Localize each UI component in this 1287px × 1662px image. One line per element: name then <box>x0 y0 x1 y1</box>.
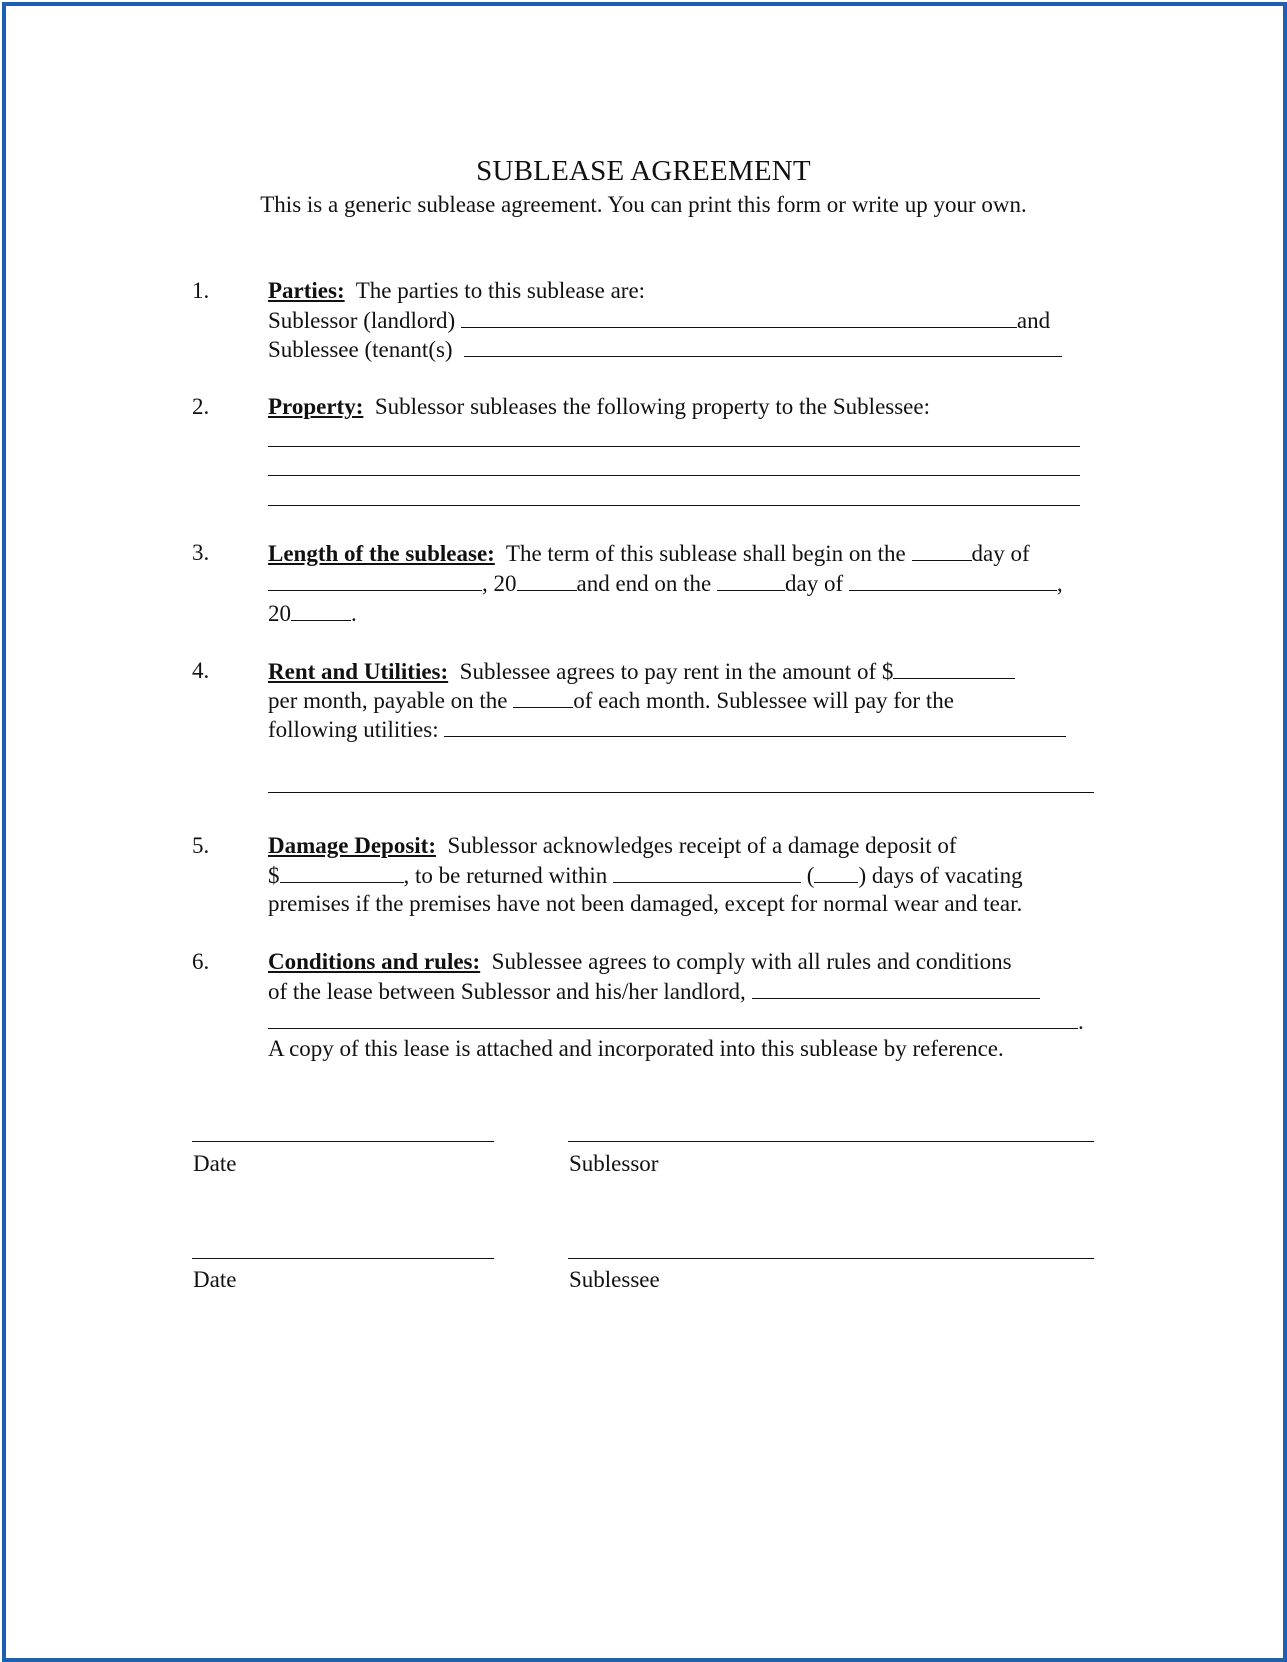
section-1-heading: Parties: <box>268 278 345 303</box>
section-5-text-f: premises if the premises have not been damaged, except for normal wear and tear. <box>268 891 1023 916</box>
section-3-line-1 <box>268 540 1030 567</box>
section-4-text-a: Sublessee agrees to pay rent in the amount of $ <box>459 659 894 684</box>
landlord-name-blank[interactable] <box>752 978 1040 999</box>
sublessee-label: Sublessee (tenant(s) <box>268 337 453 362</box>
document-subtitle: This is a generic sublease agreement. You can print this form or write up your own. <box>260 192 1027 217</box>
section-6-line-4 <box>268 1036 1004 1062</box>
section-5-line-3 <box>268 891 1022 917</box>
section-3-line-3 <box>268 600 357 627</box>
section-4-line-2 <box>268 687 954 714</box>
section-6-line-3 <box>268 1008 1084 1035</box>
property-blank-1[interactable] <box>268 446 1080 447</box>
section-3-heading: Length of the sublease: <box>268 541 495 566</box>
begin-month-blank[interactable] <box>268 570 482 591</box>
and-word: and <box>1016 308 1051 333</box>
utilities-blank-2[interactable] <box>268 792 1094 793</box>
section-4-heading: Rent and Utilities: <box>268 659 449 684</box>
end-year-blank[interactable] <box>291 600 351 621</box>
section-5-text-d: ( <box>806 863 815 888</box>
date-2-line[interactable] <box>192 1258 494 1259</box>
date-2-label: Date <box>193 1267 237 1292</box>
return-days-number-blank[interactable] <box>814 862 858 883</box>
property-blank-2[interactable] <box>268 475 1080 476</box>
section-2-number: 2. <box>192 394 210 419</box>
section-5-text-b: $ <box>268 863 280 888</box>
sublessor-label: Sublessor (landlord) <box>268 308 456 333</box>
section-4-text-b: per month, payable on the <box>268 688 508 713</box>
section-1-line-1 <box>268 278 645 304</box>
section-2-text: Sublessor subleases the following property to the Sublessee: <box>374 394 930 419</box>
begin-day-blank[interactable] <box>912 540 972 561</box>
section-3-text-g: 20 <box>268 601 291 626</box>
section-4-text-c: of each month. Sublessee will pay for the <box>573 688 954 713</box>
section-1-text: The parties to this sublease are: <box>355 278 646 303</box>
date-1-line[interactable] <box>192 1141 494 1142</box>
section-3-text-f: , <box>1056 571 1063 596</box>
section-5-number: 5. <box>192 833 210 858</box>
section-3-text-e: day of <box>785 571 844 596</box>
section-3-number: 3. <box>192 540 210 565</box>
section-5-line-2 <box>268 862 1023 889</box>
sublessee-signature-line[interactable] <box>568 1258 1094 1259</box>
rent-due-day-blank[interactable] <box>513 687 573 708</box>
section-4-line-3 <box>268 716 1066 743</box>
section-5-text-a: Sublessor acknowledges receipt of a damage deposit of <box>447 833 957 858</box>
section-1-line-2 <box>268 307 1050 334</box>
deposit-amount-blank[interactable] <box>280 862 404 883</box>
begin-year-blank[interactable] <box>517 570 577 591</box>
section-3-line-2 <box>268 570 1063 597</box>
section-6-text-b: of the lease between Sublessor and his/her landlord, <box>268 979 746 1004</box>
utilities-blank[interactable] <box>444 716 1066 737</box>
section-5-heading: Damage Deposit: <box>268 833 436 858</box>
section-6-text-c: . <box>1078 1009 1084 1034</box>
date-1-label: Date <box>193 1151 237 1176</box>
section-1-line-3 <box>268 336 1062 363</box>
section-4-line-1 <box>268 658 1015 685</box>
section-3-text-d: and end on the <box>576 571 712 596</box>
rent-amount-blank[interactable] <box>893 658 1015 679</box>
section-3-text-b: day of <box>971 541 1030 566</box>
section-3-text-c: , 20 <box>482 571 517 596</box>
section-4-text-d: following utilities: <box>268 717 439 742</box>
section-6-number: 6. <box>192 949 210 974</box>
document-title: SUBLEASE AGREEMENT <box>476 155 811 187</box>
sublessor-blank[interactable] <box>461 307 1017 328</box>
end-day-blank[interactable] <box>717 570 785 591</box>
section-6-text-a: Sublessee agrees to comply with all rules and conditions <box>491 949 1012 974</box>
section-6-heading: Conditions and rules: <box>268 949 481 974</box>
sublessee-blank[interactable] <box>464 336 1062 357</box>
section-4-number: 4. <box>192 658 210 683</box>
section-5-text-e: ) days of vacating <box>858 863 1023 888</box>
section-5-line-1 <box>268 833 957 859</box>
section-2-heading: Property: <box>268 394 364 419</box>
section-3-text-a: The term of this sublease shall begin on the <box>505 541 906 566</box>
section-5-text-c: , to be returned within <box>403 863 608 888</box>
sublessor-signature-line[interactable] <box>568 1141 1094 1142</box>
section-1-number: 1. <box>192 278 210 303</box>
end-month-blank[interactable] <box>849 570 1057 591</box>
landlord-name-blank-2[interactable] <box>268 1008 1078 1029</box>
section-6-line-2 <box>268 978 1040 1005</box>
section-6-line-1 <box>268 949 1012 975</box>
section-3-text-h: . <box>351 601 357 626</box>
property-blank-3[interactable] <box>268 505 1080 506</box>
sublessor-signature-label: Sublessor <box>569 1151 659 1176</box>
section-6-text-d: A copy of this lease is attached and incorporated into this sublease by reference. <box>268 1036 1004 1061</box>
sublessee-signature-label: Sublessee <box>569 1267 660 1292</box>
section-2-line-1 <box>268 394 930 420</box>
return-days-words-blank[interactable] <box>613 862 801 883</box>
